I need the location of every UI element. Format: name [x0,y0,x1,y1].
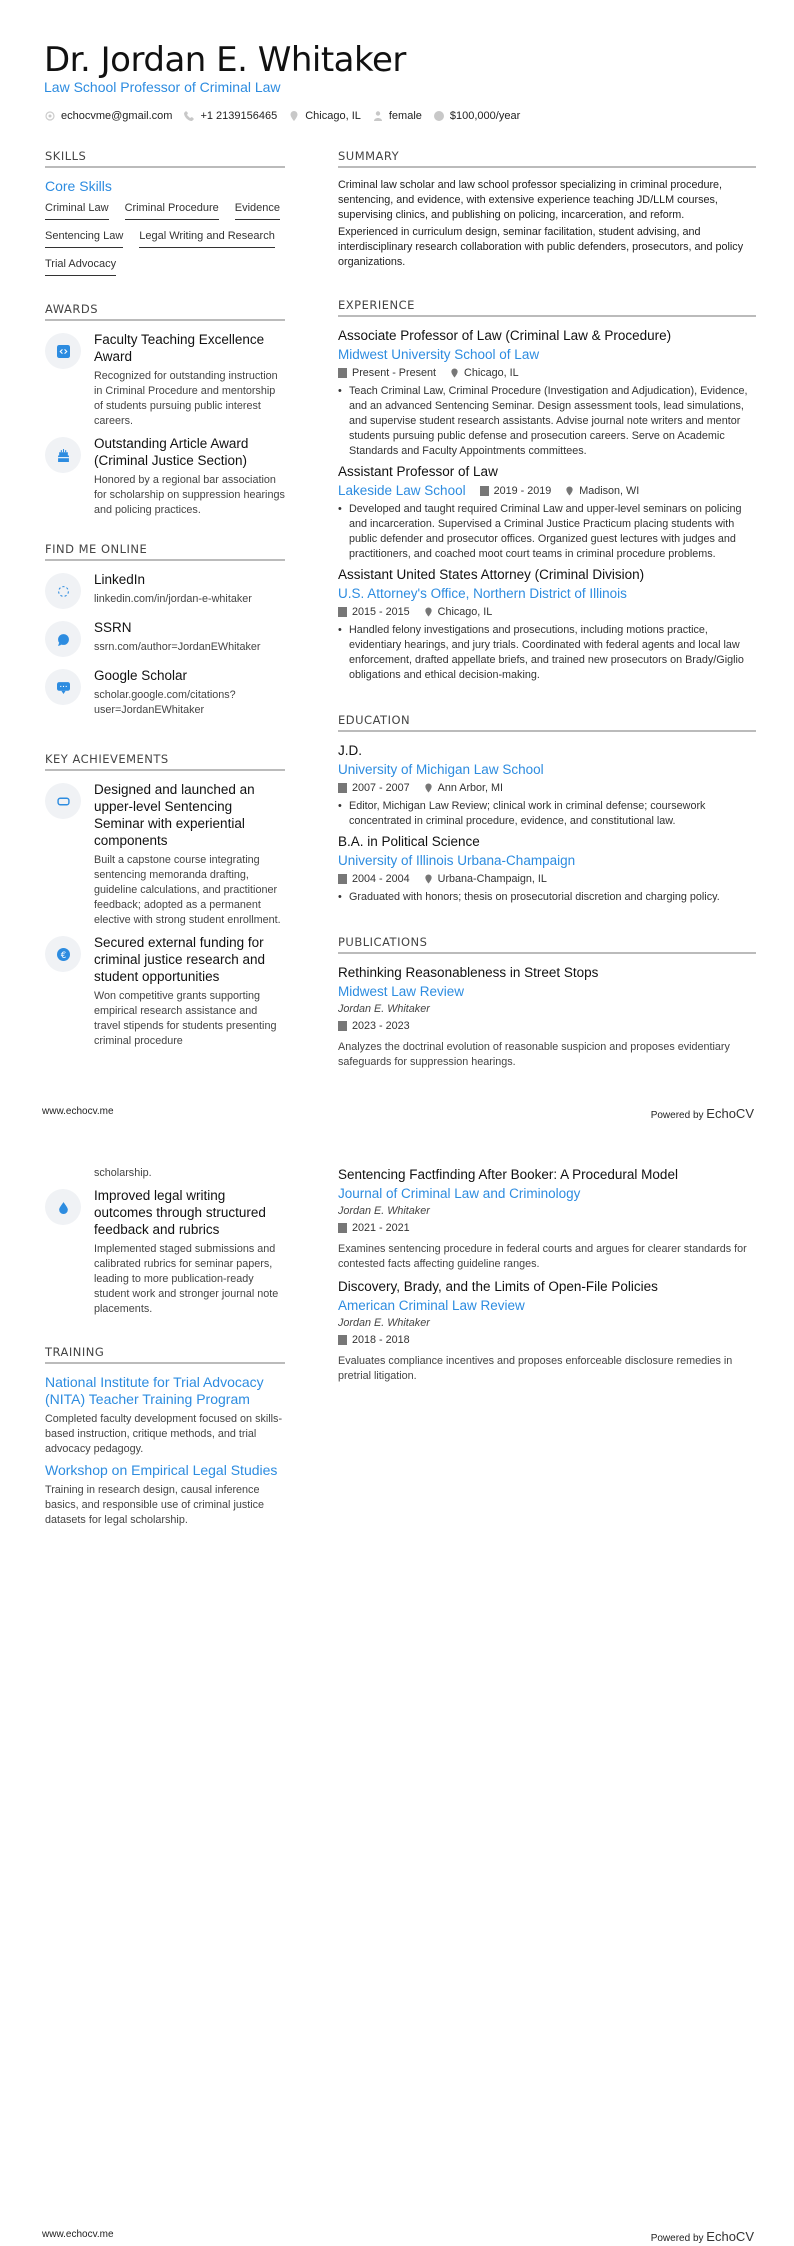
contact-email[interactable] [45,110,172,122]
achievement-title: Secured external funding for criminal justice research and student opportunities [94,935,266,984]
pub-dates [338,1219,410,1237]
contact-text: +1 2139156465 [200,110,278,122]
edu-bullet: • Editor, Michigan Law Review; clinical work in criminal defense; coursework concentrated in criminal procedure, evidence, and constitutional law. [338,799,756,829]
at-icon [45,111,55,121]
profile-name: Google Scholar [94,668,188,683]
author: Jordan E. Whitaker [338,1205,430,1217]
pub-dates [338,1331,410,1349]
award-desc: Recognized for outstanding instruction in Criminal Procedure and mentorship of students pursuing public interest careers. [94,370,278,427]
education-item [338,742,756,829]
training-desc: Training in research design, causal inference basics, and responsible use of criminal justice datasets for legal scholarship. [45,1484,265,1526]
dates-text: 2007 - 2007 [352,782,410,794]
contact-gender [373,110,422,122]
experience-item [338,463,756,562]
section-heading: FIND ME ONLINE [45,542,285,561]
contact-text: echocvme@gmail.com [61,110,173,122]
company: U.S. Attorney's Office, Northern District of Illinois [338,586,627,601]
job-title: Assistant Professor of Law [338,464,498,479]
location-icon [424,874,433,884]
experience-section [338,298,756,683]
contact-text: Chicago, IL [305,110,361,122]
achievement-desc: Implemented staged submissions and calibrated rubrics for seminar papers, leading to more publication-ready student work and stronger journal note placements. [94,1243,279,1315]
chat-icon [45,669,81,705]
award-title: Faculty Teaching Excellence Award [94,332,265,364]
job-title: Associate Professor of Law (Criminal Law & Procedure) [338,328,672,343]
edu-dates [338,870,410,888]
publication-title: Rethinking Reasonableness in Street Stops [338,965,599,980]
contact-bar [45,110,520,122]
page-2 [0,1123,794,2246]
dates-text: 2019 - 2019 [493,484,552,497]
phone-icon [184,111,194,121]
skill-list [45,198,285,282]
job-dates [480,482,552,500]
job-location [565,482,639,500]
skill-tag: Criminal Procedure [125,198,219,220]
summary-text: Criminal law scholar and law school professor specializing in criminal procedure, sentencing, and evidence, with extensive experience teaching JD/LLM courses, supervising clinics, and publishing on policing, incarceration, and reform. [338,179,723,221]
training-title: Workshop on Empirical Legal Studies [45,1462,278,1478]
award-title: Outstanding Article Award (Criminal Justice Section) [94,436,249,468]
publication-title: Sentencing Factfinding After Booker: A Procedural Model [338,1167,678,1182]
calendar-icon [338,874,347,884]
profile-url[interactable]: scholar.google.com/citations? user=JordanEWhitaker [94,689,236,716]
job-title: Assistant United States Attorney (Criminal Division) [338,567,645,582]
brand-logo: EchoCV [706,2229,754,2244]
section-heading: PUBLICATIONS [338,935,756,954]
school: University of Illinois Urbana-Champaign [338,853,576,868]
dates-text: 2023 - 2023 [352,1020,410,1032]
powered-text: Powered by [650,1110,704,1121]
summary-text: Experienced in curriculum design, seminar facilitation, student advising, and interdisciplinary research collaboration with public defenders, prosecutors, and policy organizations. [338,226,744,268]
publication-desc: Examines sentencing procedure in federal courts and argues for clearer standards for contested facts affecting guideline ranges. [338,1243,747,1270]
skill-tag: Sentencing Law [45,226,123,248]
location-text: Chicago, IL [464,367,519,379]
right-column [338,149,756,1092]
experience-item [338,566,756,683]
calendar-icon [338,783,347,793]
edu-dates [338,779,410,797]
dates-text: 2021 - 2021 [352,1222,410,1234]
calendar-icon [338,368,347,378]
summary-section [338,149,756,270]
online-section [45,542,285,724]
footer-powered[interactable] [651,1106,754,1121]
location-icon [289,111,299,121]
contact-location [289,110,361,122]
contact-text: female [388,110,422,122]
publication-item [338,964,756,1070]
author: Jordan E. Whitaker [338,1003,430,1015]
location-icon [424,607,433,617]
rectangle-icon [45,783,81,819]
skill-group-title: Core Skills [45,178,112,194]
job-location [424,603,493,621]
training-section [45,1345,285,1528]
contact-phone[interactable] [184,110,277,122]
company: Midwest University School of Law [338,347,540,362]
profile-url[interactable]: linkedin.com/in/jordan-e-whitaker [94,593,252,605]
training-item [45,1374,285,1457]
profile-link[interactable] [45,619,285,661]
skill-tag: Legal Writing and Research [139,226,275,248]
publication-desc: Analyzes the doctrinal evolution of reasonable suspicion and proposes evidentiary safeguards for suppression hearings. [338,1041,730,1068]
job-bullet: • Teach Criminal Law, Criminal Procedure (Investigation and Adjudication), Evidence, and an advanced Sentencing Seminar. Design assessment tools, lead simulations, and supervise student research assistants. Advise journal note writers and mentor students pursuing public defense and prosecution careers. Serve on Academic Standards and Faculty Appointments committees. [338,384,756,459]
edu-bullet: • Graduated with honors; thesis on prosecutorial discretion and charging policy. [338,890,756,905]
location-icon [450,368,459,378]
achievement-desc: Built a capstone course integrating sentencing memoranda drafting, guideline calculations, and practitioner feedback; adopted as a permanent elective with strong student enrollment. [94,854,281,926]
publications-section [338,935,756,1070]
footer-powered[interactable] [651,2229,754,2244]
publication-item [338,1278,756,1384]
svg-text:€: € [60,950,66,961]
footer-site[interactable]: www.echocv.me [42,2229,114,2240]
achievement-item [45,934,285,1049]
achievement-item [45,1187,285,1317]
school: University of Michigan Law School [338,762,544,777]
location-text: Ann Arbor, MI [437,782,504,794]
linkedin-icon [45,573,81,609]
calendar-icon [338,1223,347,1233]
dates-text: Present - Present [352,367,437,379]
job-bullet: • Developed and taught required Criminal Law and upper-level seminars on policing and incarceration. Supervised a Criminal Justice Practicum placing students with public defender and prosecutor offices. Organized guest lectures with judges and practitioners, and coached moot court teams in criminal procedure problems. [338,502,756,562]
cloud-icon [45,1189,81,1225]
achievement-title: Improved legal writing outcomes through structured feedback and rubrics [94,1188,266,1237]
achievement-desc-continued: scholarship. [94,1167,152,1179]
profile-name: SSRN [94,620,132,635]
edu-location [424,870,547,888]
section-heading: AWARDS [45,302,285,321]
job-bullet: • Handled felony investigations and prosecutions, including motions practice, evidentiary hearings, and jury trials. Coordinated with federal agents and local law enforcement, drafted appellate briefs, and trained new prosecutors on Brady/Giglio obligations and ethical decision-making. [338,623,756,683]
training-item [45,1462,285,1528]
skills-section [45,149,285,282]
cake-icon [45,437,81,473]
dates-text: 2004 - 2004 [352,873,410,885]
section-heading: SUMMARY [338,149,756,168]
profile-url[interactable]: ssrn.com/author=JordanEWhitaker [94,641,261,653]
euro-icon [45,936,81,972]
achievement-item [45,781,285,928]
brand-logo: EchoCV [706,1106,754,1121]
training-desc: Completed faculty development focused on skills-based instruction, critique methods, and trial advocacy pedagogy. [45,1413,283,1455]
candidate-title: Law School Professor of Criminal Law [44,79,281,95]
code-icon [45,333,81,369]
training-title: National Institute for Trial Advocacy (NITA) Teacher Training Program [45,1374,264,1407]
profile-link[interactable] [45,667,285,724]
profile-name: LinkedIn [94,572,146,587]
section-heading: TRAINING [45,1345,285,1364]
profile-link[interactable] [45,571,285,613]
candidate-name: Dr. Jordan E. Whitaker [44,40,406,80]
footer-site[interactable]: www.echocv.me [42,1106,114,1117]
publication-title: Discovery, Brady, and the Limits of Open-File Policies [338,1279,658,1294]
edu-location [424,779,503,797]
calendar-icon [338,607,347,617]
awards-section [45,302,285,518]
author: Jordan E. Whitaker [338,1317,430,1329]
skill-tag: Trial Advocacy [45,254,116,276]
dates-text: 2015 - 2015 [352,606,410,618]
company: Lakeside Law School [338,483,466,498]
contact-salary [434,110,520,122]
publication-item [338,1166,756,1272]
calendar-icon [338,1335,347,1345]
job-location [450,364,519,382]
left-column [45,149,285,1071]
job-dates [338,603,410,621]
award-item [45,331,285,429]
calendar-icon [338,1021,347,1031]
contact-text: $100,000/year [449,110,521,122]
award-item [45,435,285,518]
journal: Journal of Criminal Law and Criminology [338,1186,581,1201]
section-heading: EDUCATION [338,713,756,732]
degree: B.A. in Political Science [338,834,480,849]
dollar-icon [434,111,444,121]
location-text: Madison, WI [579,484,640,497]
journal: American Criminal Law Review [338,1298,525,1313]
experience-item [338,327,756,459]
section-heading: SKILLS [45,149,285,168]
location-icon [424,783,433,793]
achievements-section [45,752,285,1049]
achievement-desc: Won competitive grants supporting empirical research assistance and travel stipends for students presenting criminal procedure [94,990,277,1047]
publication-desc: Evaluates compliance incentives and proposes enforceable disclosure remedies in pretrial litigation. [338,1355,733,1382]
person-icon [373,111,383,121]
dates-text: 2018 - 2018 [352,1334,410,1346]
award-desc: Honored by a regional bar association for scholarship on suppression hearings and policing practices. [94,474,285,516]
skill-tag: Criminal Law [45,198,109,220]
pub-dates [338,1017,410,1035]
education-section [338,713,756,905]
calendar-icon [480,486,489,496]
achievement-title: Designed and launched an upper-level Sentencing Seminar with experiential components [94,782,255,848]
right-column [338,1166,756,1390]
location-icon [565,486,574,496]
section-heading: KEY ACHIEVEMENTS [45,752,285,771]
ssrn-icon [45,621,81,657]
location-text: Urbana-Champaign, IL [437,873,547,885]
section-heading: EXPERIENCE [338,298,756,317]
degree: J.D. [338,743,363,758]
skill-tag: Evidence [235,198,280,220]
location-text: Chicago, IL [437,606,493,618]
left-column [45,1166,285,1550]
education-item [338,833,756,905]
job-dates [338,364,436,382]
powered-text: Powered by [650,2233,704,2244]
journal: Midwest Law Review [338,984,465,999]
